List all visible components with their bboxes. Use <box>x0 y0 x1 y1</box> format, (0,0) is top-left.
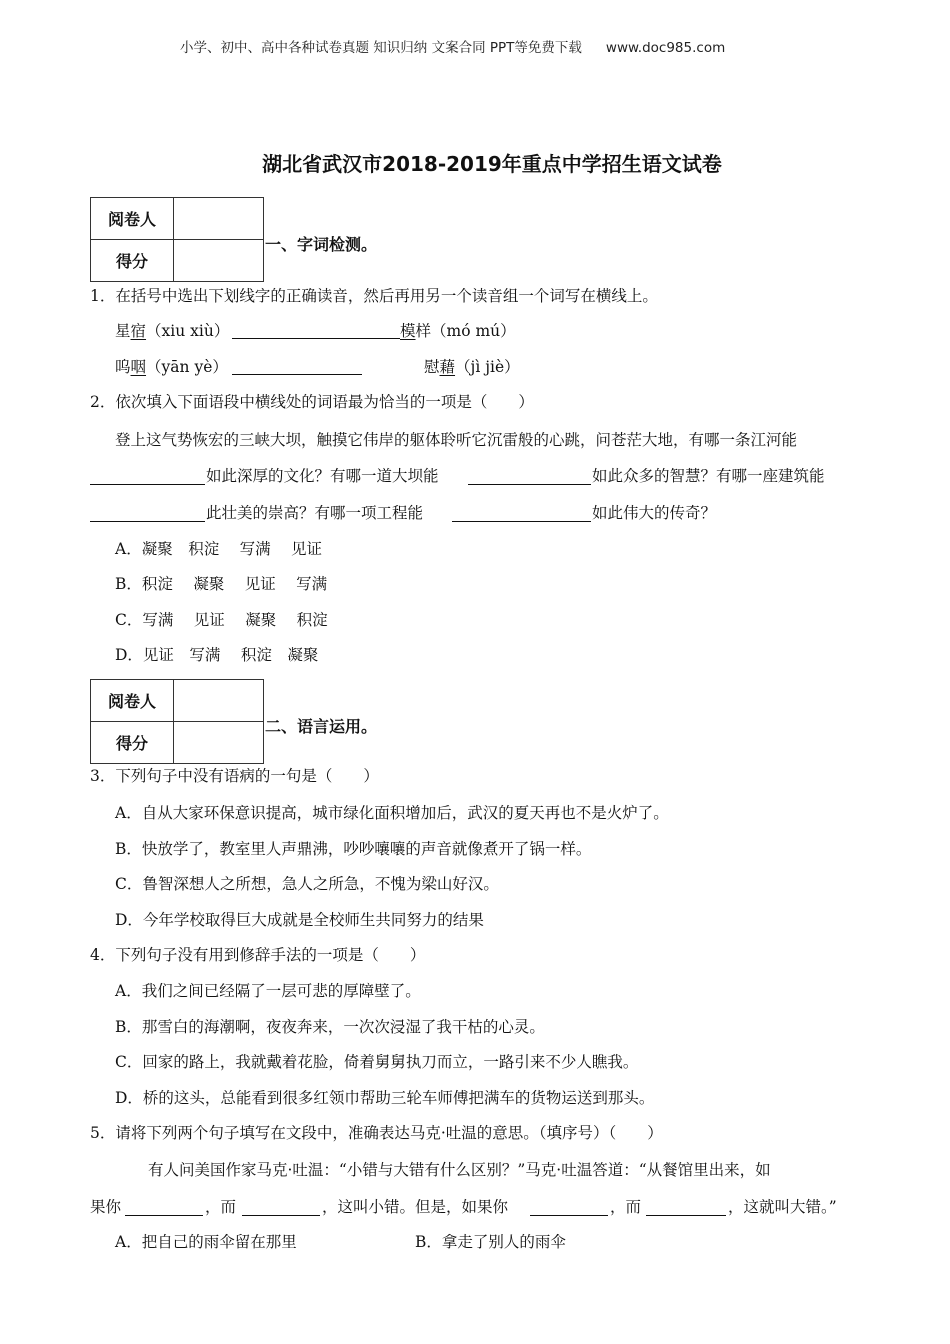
page-header <box>180 36 725 56</box>
q3-stem: 3．下列句子中没有语病的一句是（ ） <box>90 767 379 785</box>
q1-blank-3[interactable] <box>232 358 362 375</box>
q3-option-a[interactable]: A．自从大家环保意识提高，城市绿化面积增加后，武汉的夏天再也不是火炉了。 <box>115 804 669 822</box>
reviewer-label: 阅卷人 <box>91 198 174 240</box>
q2-passage-2a: 如此深厚的文化？有哪一道大坝能 <box>206 467 439 485</box>
q2-blank-1[interactable] <box>90 468 205 485</box>
q5-blank-4[interactable] <box>646 1199 726 1216</box>
q2-passage-3b: 如此伟大的传奇？ <box>592 504 717 522</box>
q5-option-a[interactable]: A．把自己的雨伞留在那里 <box>115 1233 297 1251</box>
header-text: 小学、初中、高中各种试卷真题 知识归纳 文案合同 PPT等免费下载 <box>180 40 582 56</box>
q1-blank-1[interactable] <box>232 322 400 339</box>
q5-passage-2d: ，而 <box>610 1198 642 1216</box>
section-title-2: 二、语言运用。 <box>265 717 378 736</box>
reviewer-box[interactable] <box>174 680 264 722</box>
q2-option-b[interactable]: B．积淀 凝聚 见证 写满 <box>115 575 328 593</box>
q5-blank-1[interactable] <box>125 1199 203 1216</box>
q2-stem: 2．依次填入下面语段中横线处的词语最为恰当的一项是（ ） <box>90 393 534 411</box>
q2-blank-4[interactable] <box>452 505 591 522</box>
q4-option-d[interactable]: D．桥的这头，总能看到很多红领巾帮助三轮车师傅把满车的货物运送到那头。 <box>115 1089 655 1107</box>
q5-stem: 5．请将下列两个句子填写在文段中，准确表达马克·吐温的意思。（填序号）（ ） <box>90 1124 663 1142</box>
reviewer-box[interactable] <box>174 198 264 240</box>
q3-option-c[interactable]: C．鲁智深想人之所想，急人之所急，不愧为梁山好汉。 <box>115 875 499 893</box>
q2-option-d[interactable]: D．见证 写满 积淀 凝聚 <box>115 646 319 664</box>
q5-blank-3[interactable] <box>530 1199 608 1216</box>
header-url[interactable]: www.doc985.com <box>605 40 726 56</box>
q5-passage-2c: ，这叫小错。但是，如果你 <box>322 1198 509 1216</box>
q5-option-b[interactable]: B．拿走了别人的雨伞 <box>415 1233 566 1251</box>
q2-option-a[interactable]: A．凝聚 积淀 写满 见证 <box>115 540 323 558</box>
q5-passage-2a: 果你 <box>90 1198 122 1216</box>
q5-passage-2e: ，这就叫大错。” <box>728 1198 837 1216</box>
q1-item-4: 慰藉（jì jiè） <box>424 358 520 376</box>
q4-option-c[interactable]: C．回家的路上，我就戴着花脸，倚着舅舅执刀而立，一路引来不少人瞧我。 <box>115 1053 639 1071</box>
grader-table-1 <box>90 197 264 282</box>
grader-table-2 <box>90 679 264 764</box>
q4-option-b[interactable]: B．那雪白的海潮啊，夜夜奔来，一次次浸湿了我干枯的心灵。 <box>115 1018 545 1036</box>
exam-title: 湖北省武汉市2018-2019年重点中学招生语文试卷 <box>262 152 722 176</box>
q1-stem: 1．在括号中选出下划线字的正确读音，然后再用另一个读音组一个词写在横线上。 <box>90 287 658 305</box>
score-label: 得分 <box>91 240 174 282</box>
q5-blank-2[interactable] <box>242 1199 320 1216</box>
q2-passage-2b: 如此众多的智慧？有哪一座建筑能 <box>592 467 825 485</box>
reviewer-label: 阅卷人 <box>91 680 174 722</box>
q4-stem: 4．下列句子没有用到修辞手法的一项是（ ） <box>90 946 426 964</box>
q2-blank-2[interactable] <box>468 468 591 485</box>
q3-option-b[interactable]: B．快放学了，教室里人声鼎沸，吵吵嚷嚷的声音就像煮开了锅一样。 <box>115 840 592 858</box>
q4-option-a[interactable]: A．我们之间已经隔了一层可悲的厚障壁了。 <box>115 982 421 1000</box>
q5-passage-line-1: 有人问美国作家马克·吐温：“小错与大错有什么区别？”马克·吐温答道：“从餐馆里出来，如 <box>148 1161 771 1179</box>
q1-item-2: 模样（mó mú） <box>400 322 516 340</box>
score-label: 得分 <box>91 722 174 764</box>
q3-option-d[interactable]: D．今年学校取得巨大成就是全校师生共同努力的结果 <box>115 911 484 929</box>
q2-passage-line-1: 登上这气势恢宏的三峡大坝，触摸它伟岸的躯体聆听它沉雷般的心跳，问苍茫大地，有哪一条江河能 <box>115 431 798 449</box>
q2-passage-3a: 此壮美的崇高？有哪一项工程能 <box>206 504 424 522</box>
q1-item-1: 星宿（xiu xiù） <box>115 322 230 340</box>
q2-blank-3[interactable] <box>90 505 205 522</box>
q2-option-c[interactable]: C．写满 见证 凝聚 积淀 <box>115 611 328 629</box>
score-box[interactable] <box>174 240 264 282</box>
q1-item-3: 呜咽（yān yè） <box>115 358 228 376</box>
section-title-1: 一、字词检测。 <box>265 235 378 254</box>
q5-passage-2b: ，而 <box>205 1198 237 1216</box>
score-box[interactable] <box>174 722 264 764</box>
